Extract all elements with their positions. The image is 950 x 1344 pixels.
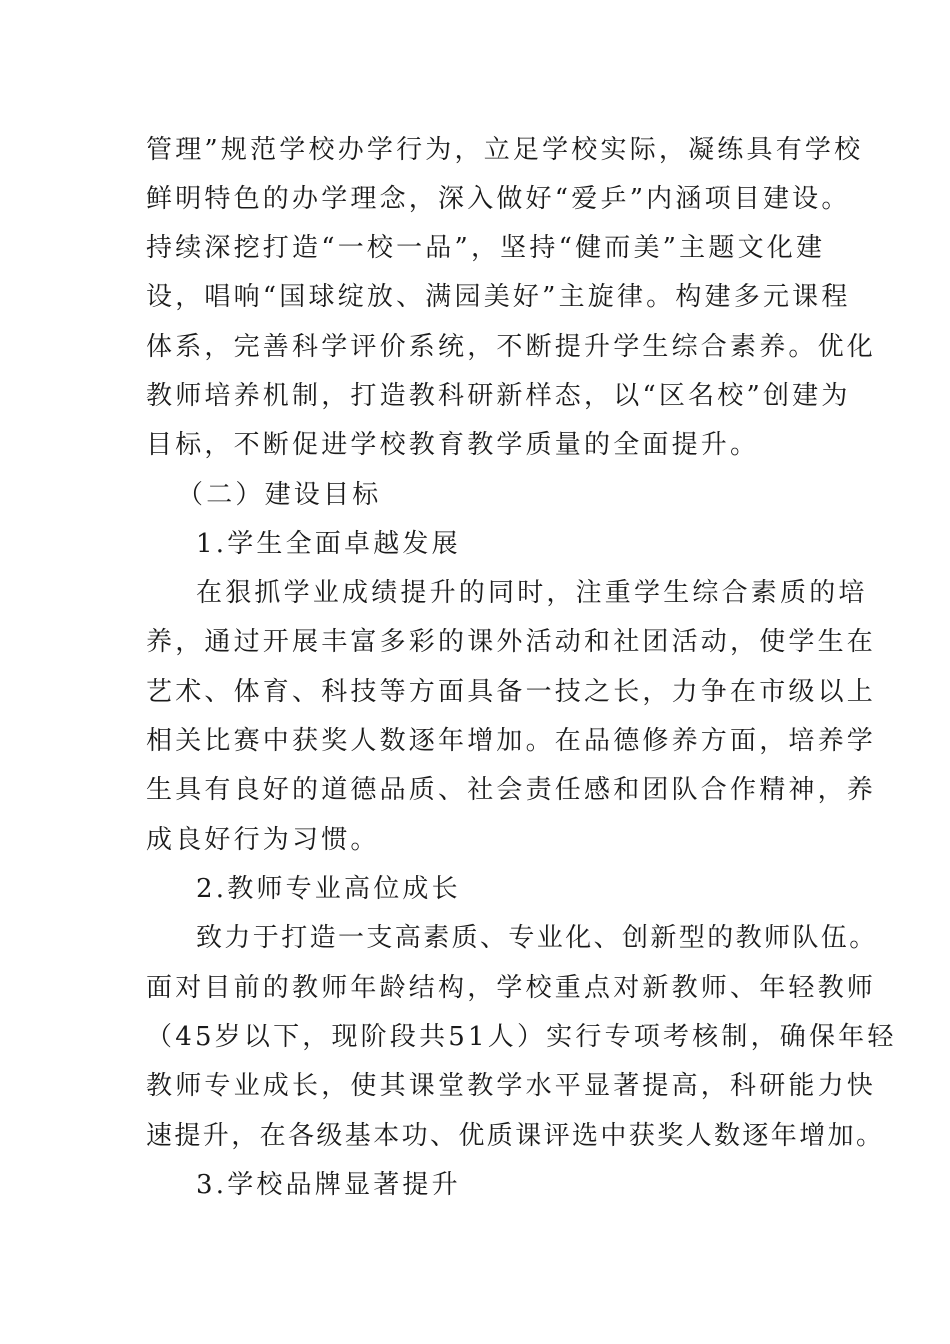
paragraph-line: 体系，完善科学评价系统，不断提升学生综合素养。优化 xyxy=(146,332,877,362)
paragraph-line: 教师培养机制，打造教科研新样态，以“区名校”创建为 xyxy=(146,381,851,411)
paragraph-line: 持续深挖打造“一校一品”，坚持“健而美”主题文化建 xyxy=(146,233,826,263)
paragraph-line: 鲜明特色的办学理念，深入做好“爱乒”内涵项目建设。 xyxy=(146,184,851,214)
section-heading: （二）建设目标 xyxy=(177,480,382,510)
paragraph-line: 在狠抓学业成绩提升的同时，注重学生综合素质的培 xyxy=(196,578,868,608)
paragraph-line: 艺术、体育、科技等方面具备一技之长，力争在市级以上 xyxy=(146,677,877,707)
paragraph-line: 成良好行为习惯。 xyxy=(146,825,380,855)
paragraph-line: 设，唱响“国球绽放、满园美好”主旋律。构建多元课程 xyxy=(146,282,851,312)
paragraph-line: 教师专业成长，使其课堂教学水平显著提高，科研能力快 xyxy=(146,1071,877,1101)
paragraph-line: 生具有良好的道德品质、社会责任感和团队合作精神，养 xyxy=(146,775,877,805)
paragraph-line: 速提升，在各级基本功、优质课评选中获奖人数逐年增加。 xyxy=(146,1121,885,1151)
paragraph-line: 面对目前的教师年龄结构，学校重点对新教师、年轻教师 xyxy=(146,973,877,1003)
paragraph-line: 管理”规范学校办学行为，立足学校实际，凝练具有学校 xyxy=(146,135,864,165)
paragraph-line: 相关比赛中获奖人数逐年增加。在品德修养方面，培养学 xyxy=(146,726,877,756)
paragraph-line: 致力于打造一支高素质、专业化、创新型的教师队伍。 xyxy=(196,923,878,953)
paragraph-line: （45岁以下，现阶段共51人）实行专项考核制，确保年轻 xyxy=(146,1022,897,1052)
paragraph-line: 养，通过开展丰富多彩的课外活动和社团活动，使学生在 xyxy=(146,627,877,657)
paragraph-line: 目标，不断促进学校教育教学质量的全面提升。 xyxy=(146,430,760,460)
item-heading: 3.学校品牌显著提升 xyxy=(196,1170,461,1200)
item-heading: 2.教师专业高位成长 xyxy=(196,874,461,904)
item-heading: 1.学生全面卓越发展 xyxy=(196,529,461,559)
